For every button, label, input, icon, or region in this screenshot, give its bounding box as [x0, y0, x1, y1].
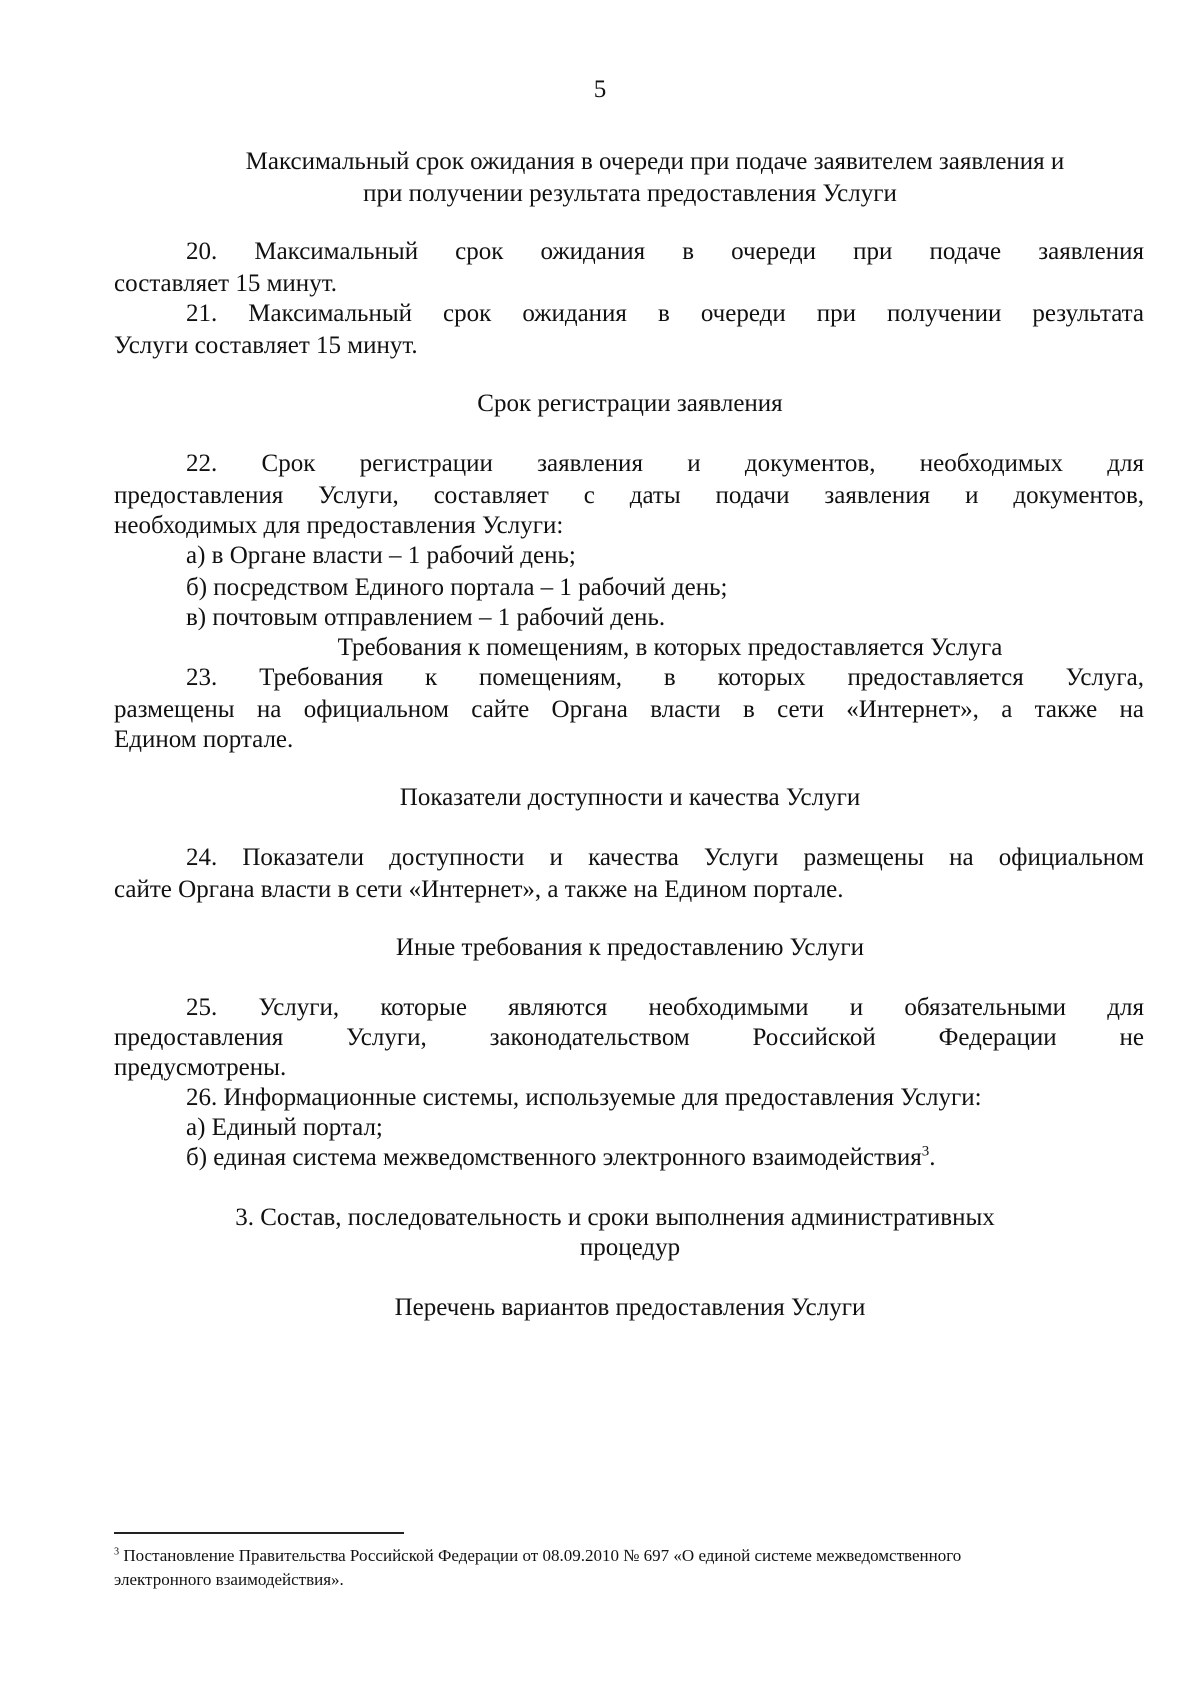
footnote-line1	[114, 1544, 961, 1568]
section-heading-3: 3. Состав, последовательность и сроки выполнения административных	[235, 1204, 995, 1231]
paragraph-26-line1: 26. Информационные системы, используемые для предоставления Услуги:	[186, 1084, 982, 1111]
list-item-22b: б) посредством Единого портала – 1 рабочий день;	[186, 574, 728, 601]
section-heading-registration: Срок регистрации заявления	[477, 390, 783, 417]
paragraph-24-line2: сайте Органа власти в сети «Интернет», а также на Едином портале.	[114, 876, 844, 903]
section-heading-variants: Перечень вариантов предоставления Услуги	[394, 1294, 866, 1321]
footnote-separator	[114, 1532, 404, 1534]
section-heading-other-requirements: Иные требования к предоставлению Услуги	[395, 934, 865, 961]
paragraph-20-line1: 20. Максимальный срок ожидания в очереди при подаче заявления	[186, 238, 1144, 265]
list-item-22c: в) почтовым отправлением – 1 рабочий день.	[186, 604, 666, 631]
footnote-text: Постановление Правительства Российской Федерации от 08.09.2010 № 697 «О единой системе межведомственного	[119, 1546, 962, 1565]
paragraph-25-line1: 25. Услуги, которые являются необходимыми и обязательными для	[186, 994, 1144, 1021]
paragraph-25-line2: предоставления Услуги, законодательством Российской Федерации не	[114, 1024, 1144, 1051]
section-heading-3-line2: процедур	[579, 1234, 681, 1261]
paragraph-24-line1: 24. Показатели доступности и качества Услуги размещены на официальном	[186, 844, 1144, 871]
paragraph-23-line2: размещены на официальном сайте Органа власти в сети «Интернет», а также на	[114, 696, 1144, 723]
paragraph-21-line2: Услуги составляет 15 минут.	[114, 332, 418, 359]
list-item-26a: а) Единый портал;	[186, 1114, 383, 1141]
paragraph-23-line3: Едином портале.	[114, 726, 294, 753]
list-item-26b	[186, 1142, 936, 1174]
list-item-26b-end: .	[929, 1144, 936, 1171]
section-heading-premises: Требования к помещениям, в которых предоставляется Услуга	[337, 634, 1003, 661]
paragraph-22-line2: предоставления Услуги, составляет с даты подачи заявления и документов,	[114, 482, 1144, 509]
paragraph-25-line3: предусмотрены.	[114, 1054, 287, 1081]
footnote-mark: 3	[114, 1546, 120, 1558]
paragraph-21-line1: 21. Максимальный срок ожидания в очереди при получении результата	[186, 300, 1144, 327]
list-item-26b-text: б) единая система межведомственного электронного взаимодействия	[186, 1144, 922, 1171]
footnote-reference: 3	[921, 1143, 930, 1160]
paragraph-20-line2: составляет 15 минут.	[114, 270, 337, 297]
section-heading-wait-time-line2: при получении результата предоставления Услуги	[363, 180, 897, 207]
footnote-line2: электронного взаимодействия».	[114, 1570, 344, 1589]
page-number: 5	[593, 76, 607, 103]
paragraph-22-line3: необходимых для предоставления Услуги:	[114, 512, 564, 539]
list-item-22a: а) в Органе власти – 1 рабочий день;	[186, 542, 576, 569]
section-heading-wait-time: Максимальный срок ожидания в очереди при подаче заявителем заявления и	[245, 148, 1065, 175]
paragraph-22-line1: 22. Срок регистрации заявления и документов, необходимых для	[186, 450, 1144, 477]
section-heading-quality: Показатели доступности и качества Услуги	[399, 784, 861, 811]
paragraph-23-line1: 23. Требования к помещениям, в которых предоставляется Услуга,	[186, 664, 1144, 691]
